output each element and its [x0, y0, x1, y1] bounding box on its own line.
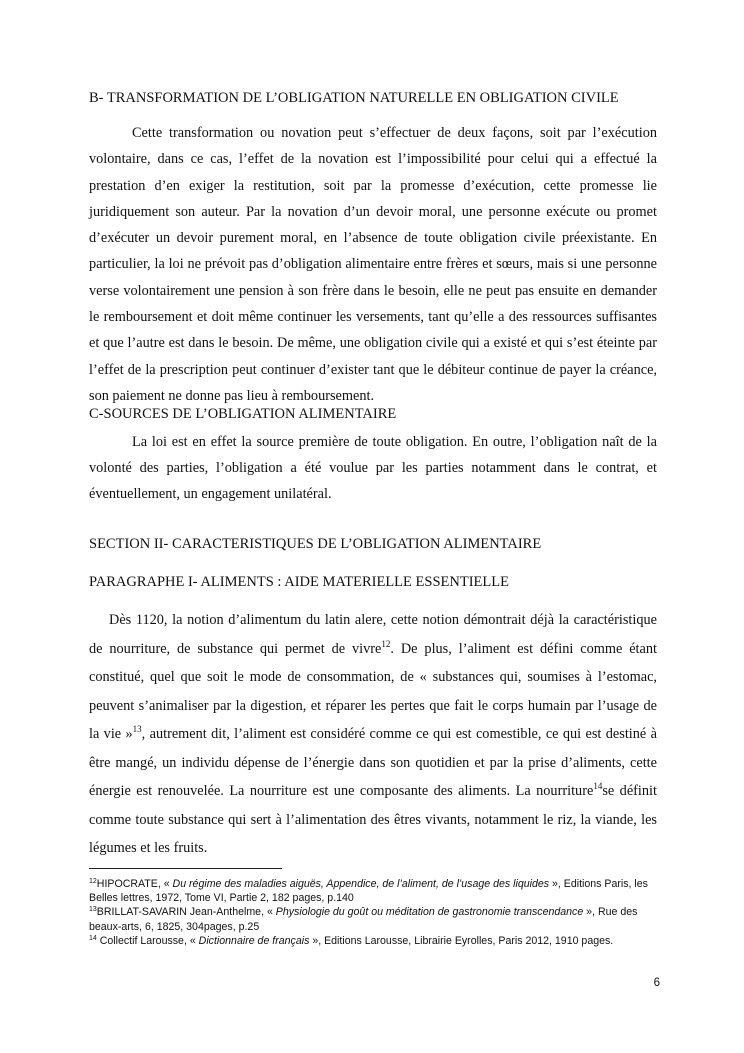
- paragraph-sources: La loi est en effet la source première de toute obligation. En outre, l’obligation naît de la volonté des parties, l’obligation a été voulue par les parties notamment dans le contrat, et éventuellement, un engagement unilatéral.: [89, 434, 657, 502]
- footnote-prefix: Collectif Larousse, «: [96, 934, 199, 947]
- footnote-14: [89, 934, 661, 948]
- paragraph-transformation: Cette transformation ou novation peut s’effectuer de deux façons, soit par l’exécution volontaire, dans ce cas, l’effet de la novation est l’impossibilité pour celui qui a effectué la prestation d’en exiger la restitution, soit par la promesse d’exécution, cette promesse lie juridiquement son auteur. Par la novation d’un devoir moral, une personne exécute ou promet d’exécuter un devoir purement moral, en l’absence de toute obligation civile préexistante. En particulier, la loi ne prévoit pas d’obligation alimentaire entre frères et sœurs, mais si une personne verse volontairement une pension à son frère dans le besoin, elle ne peut pas ensuite en demander le remboursement et doit même continuer les versements, tant qu’elle a des ressources suffisantes et que l’autre est dans le besoin. De même, une obligation civile qui a existé et qui s’est éteinte par l’effet de la prescription peut continuer d’exister tant que le débiteur continue de payer la créance, son paiement ne donne pas lieu à remboursement.: [89, 125, 657, 404]
- footnotes: [89, 877, 661, 948]
- footnote-ref-12: 12: [381, 638, 391, 649]
- footnote-12: [89, 877, 661, 905]
- footnote-suffix: », Rue des beaux-arts, 6, 1825, 304pages, p.25: [89, 906, 638, 933]
- footnote-suffix: », Editions Larousse, Librairie Eyrolles, Paris 2012, 1910 pages.: [309, 934, 614, 947]
- footnote-13: [89, 905, 661, 933]
- footnote-separator: [89, 868, 282, 869]
- aliments-text-part-4: se définit comme toute substance qui sert à l’alimentation des êtres vivants, notamment le riz, la viande, les légumes et les fruits.: [89, 783, 657, 856]
- footnote-number: 13: [89, 906, 97, 914]
- heading-sources-obligation: C-SOURCES DE L’OBLIGATION ALIMENTAIRE: [89, 406, 397, 422]
- footnote-ref-14: 14: [593, 781, 603, 791]
- aliments-text-part-3: , autrement dit, l’aliment est considéré comme ce qui est comestible, ce qui est destiné à être mangé, un individu dépense de l’énergie dans son quotidien et par la prise d’aliments, cette énergie est renouvelée. La nourriture est une composante des aliments. La nourriture: [89, 726, 657, 799]
- aliments-text-part-2: . De plus, l’aliment est défini comme étant constitué, quel que soit le mode de consommation, de « substances qui, soumises à l’estomac, peuvent s’animaliser par la digestion, et réparer les pertes que fait le corps humain par l’usage de la vie »: [89, 640, 657, 742]
- footnote-title: Du régime des maladies aiguës, Appendice, de l’aliment, de l’usage des liquides: [172, 878, 550, 890]
- footnote-ref-13: 13: [132, 724, 142, 734]
- footnote-suffix: », Editions Paris, les Belles lettres, 1972, Tome VI, Partie 2, 182 pages, p.140: [89, 878, 648, 905]
- heading-section-ii: SECTION II- CARACTERISTIQUES DE L’OBLIGATION ALIMENTAIRE: [89, 536, 542, 552]
- footnote-prefix: BRILLAT-SAVARIN Jean-Anthelme, «: [96, 906, 276, 919]
- footnote-title: Physiologie du goût ou méditation de gastronomie transcendance: [275, 906, 584, 919]
- aliments-text-part-1: Dès 1120, la notion d’alimentum du latin alere, cette notion démontrait déjà la caractéristique de nourriture, de substance qui permet de vivre: [89, 612, 657, 657]
- heading-transformation-obligation: B- TRANSFORMATION DE L’OBLIGATION NATURELLE EN OBLIGATION CIVILE: [89, 90, 619, 106]
- footnote-prefix: HIPOCRATE, «: [96, 878, 173, 890]
- footnote-title: Dictionnaire de français: [198, 934, 310, 947]
- footnote-number: 12: [89, 878, 97, 885]
- footnote-number: 14: [89, 934, 97, 942]
- paragraph-aliments: [89, 606, 657, 863]
- heading-paragraphe-i: PARAGRAPHE I- ALIMENTS : AIDE MATERIELLE ESSENTIELLE: [89, 574, 509, 590]
- page-number: 6: [653, 977, 660, 989]
